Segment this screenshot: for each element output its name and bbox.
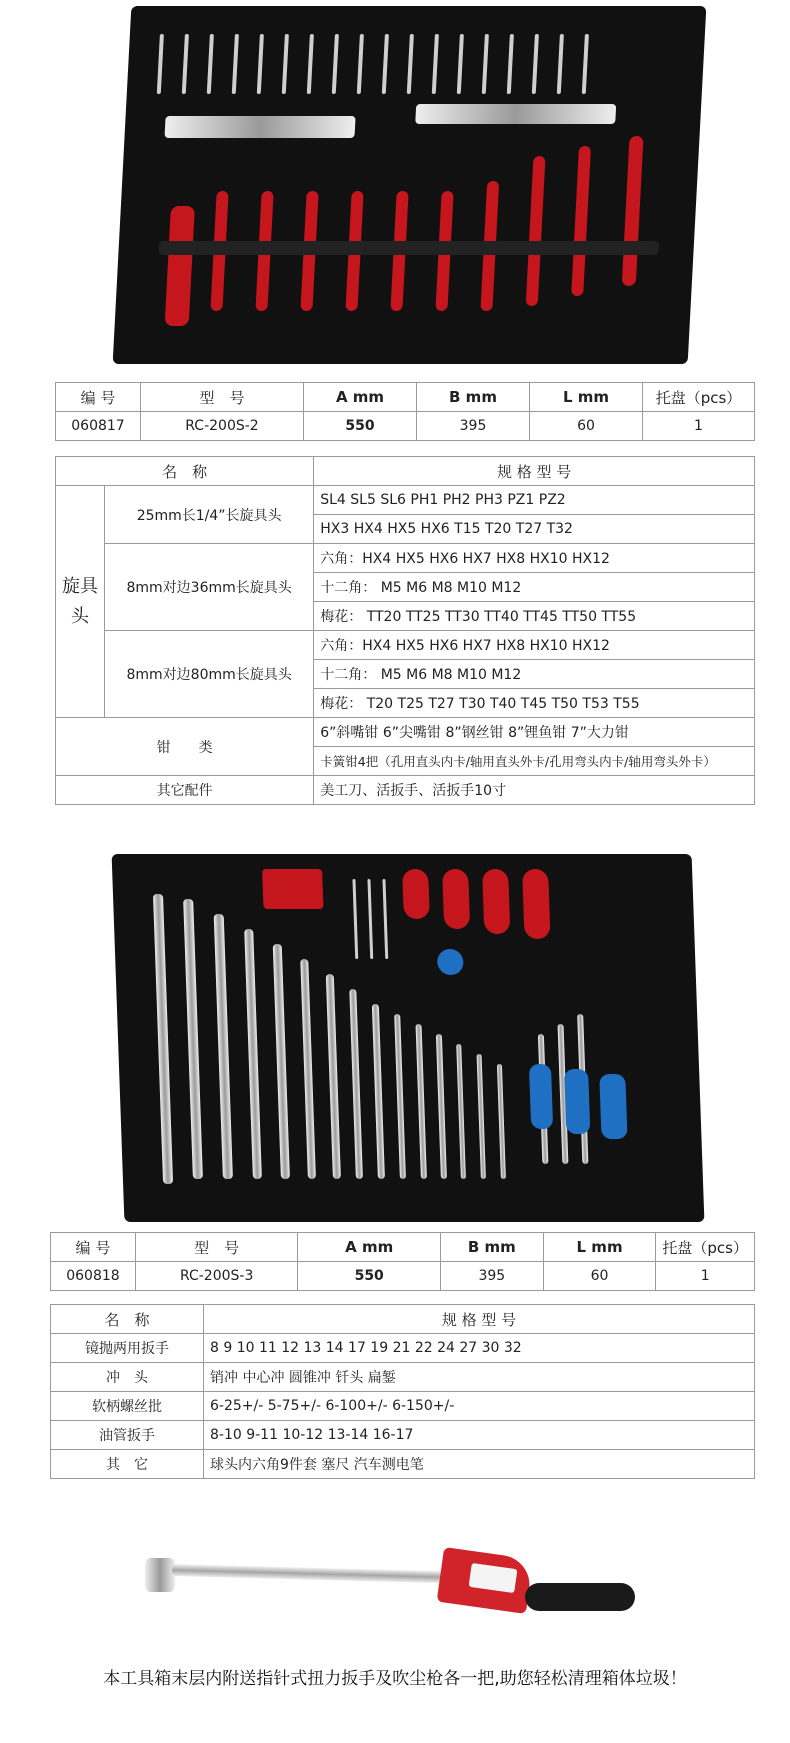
spec-table-2 <box>50 1304 755 1479</box>
cell-a: 550 <box>298 1262 441 1291</box>
spec-header-spec: 规 格 型 号 <box>314 457 755 486</box>
pliers-label: 钳 类 <box>56 718 314 776</box>
spec-line: 六角：HX4 HX5 HX6 HX7 HX8 HX10 HX12 <box>314 544 755 573</box>
cell-tray: 1 <box>643 412 755 441</box>
spec-table-1 <box>55 456 755 805</box>
header-l: L mm <box>530 383 643 412</box>
cell-tray: 1 <box>656 1262 755 1291</box>
tool-tray-photo-1 <box>113 6 707 364</box>
row-name-other: 其 它 <box>51 1450 204 1479</box>
header-model: 型 号 <box>141 383 304 412</box>
pliers-line: 6”斜嘴钳 6”尖嘴钳 8”钢丝钳 8”锂鱼钳 7”大力钳 <box>314 718 755 747</box>
cell-a: 550 <box>304 412 417 441</box>
row-spec: 8 9 10 11 12 13 14 17 19 21 22 24 27 30 32 <box>204 1334 755 1363</box>
row-spec: 销冲 中心冲 圆锥冲 钎头 扁錾 <box>204 1363 755 1392</box>
tool-tray-photo-2 <box>112 854 705 1222</box>
group-name-80mm: 8mm对边80mm长旋具头 <box>105 631 314 718</box>
spec-header-name: 名 称 <box>51 1305 204 1334</box>
header-code: 编 号 <box>56 383 141 412</box>
cell-code: 060817 <box>56 412 141 441</box>
header-l: L mm <box>543 1233 656 1262</box>
header-code: 编 号 <box>51 1233 136 1262</box>
group-label-bits: 旋具头 <box>56 486 105 718</box>
spec-header-name: 名 称 <box>56 457 314 486</box>
other-line: 美工刀、活扳手、活扳手10寸 <box>314 776 755 805</box>
header-a: A mm <box>298 1233 441 1262</box>
spec-line: 梅花： T20 T25 T27 T30 T40 T45 T50 T53 T55 <box>314 689 755 718</box>
gift-caption: 本工具箱末层内附送指针式扭力扳手及吹尘枪各一把,助您轻松清理箱体垃圾！ <box>103 1669 687 1689</box>
torque-wrench-photo <box>140 1548 640 1628</box>
spec-line: 十二角： M5 M6 M8 M10 M12 <box>314 660 755 689</box>
spec-header-spec: 规 格 型 号 <box>204 1305 755 1334</box>
spec-line: HX3 HX4 HX5 HX6 T15 T20 T27 T32 <box>314 515 755 544</box>
spec-line: 梅花： TT20 TT25 TT30 TT40 TT45 TT50 TT55 <box>314 602 755 631</box>
product-table-1 <box>55 382 755 441</box>
header-b: B mm <box>417 383 530 412</box>
header-b: B mm <box>440 1233 543 1262</box>
row-name-screwdriver: 软柄螺丝批 <box>51 1392 204 1421</box>
header-tray: 托盘（pcs） <box>656 1233 755 1262</box>
header-model: 型 号 <box>135 1233 298 1262</box>
cell-l: 60 <box>543 1262 656 1291</box>
cell-code: 060818 <box>51 1262 136 1291</box>
row-spec: 球头内六角9件套 塞尺 汽车测电笔 <box>204 1450 755 1479</box>
group-name-25mm: 25mm长1/4”长旋具头 <box>105 486 314 544</box>
cell-model: RC-200S-3 <box>135 1262 298 1291</box>
cell-model: RC-200S-2 <box>141 412 304 441</box>
header-a: A mm <box>304 383 417 412</box>
cell-b: 395 <box>440 1262 543 1291</box>
cell-l: 60 <box>530 412 643 441</box>
row-name-combination-wrench: 镜抛两用扳手 <box>51 1334 204 1363</box>
row-name-flare-wrench: 油管扳手 <box>51 1421 204 1450</box>
row-name-punch: 冲 头 <box>51 1363 204 1392</box>
group-name-36mm: 8mm对边36mm长旋具头 <box>105 544 314 631</box>
header-tray: 托盘（pcs） <box>643 383 755 412</box>
spec-line: 十二角： M5 M6 M8 M10 M12 <box>314 573 755 602</box>
pliers-line: 卡簧钳4把（孔用直头内卡/轴用直头外卡/孔用弯头内卡/轴用弯头外卡） <box>314 747 755 776</box>
row-spec: 6-25+/- 5-75+/- 6-100+/- 6-150+/- <box>204 1392 755 1421</box>
other-label: 其它配件 <box>56 776 314 805</box>
spec-line: SL4 SL5 SL6 PH1 PH2 PH3 PZ1 PZ2 <box>314 486 755 515</box>
product-table-2 <box>50 1232 755 1291</box>
spec-line: 六角：HX4 HX5 HX6 HX7 HX8 HX10 HX12 <box>314 631 755 660</box>
row-spec: 8-10 9-11 10-12 13-14 16-17 <box>204 1421 755 1450</box>
cell-b: 395 <box>417 412 530 441</box>
